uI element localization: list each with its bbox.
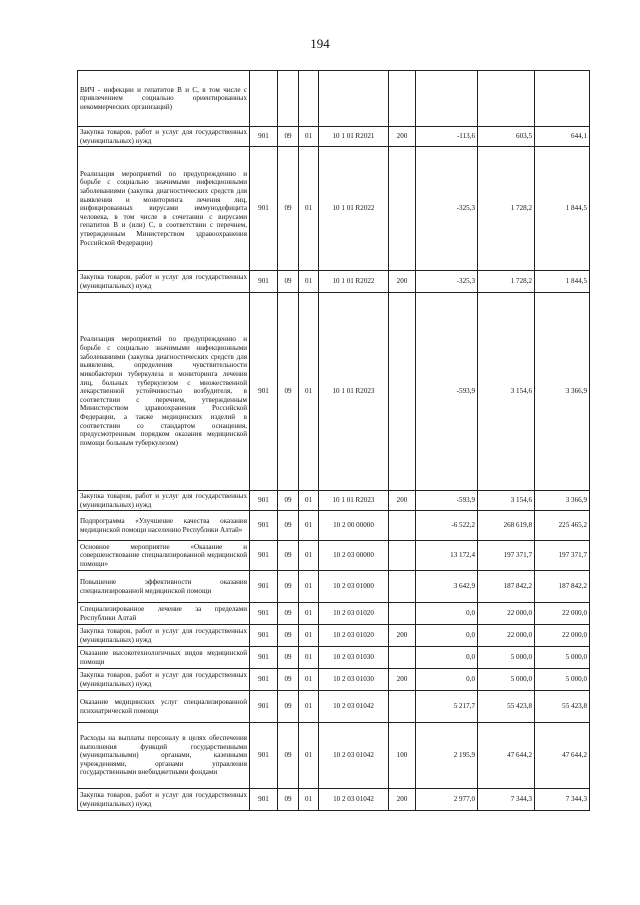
amount-change: -325,3 [416,271,478,293]
ministry-code: 901 [250,127,278,147]
row-description: Закупка товаров, работ и услуг для государственных (муниципальных) нужд [78,669,250,691]
subsection-code: 01 [299,147,319,271]
target-article-code: 10 2 03 01000 [319,571,389,603]
expense-type-code [389,511,416,541]
row-description: Закупка товаров, работ и услуг для государственных (муниципальных) нужд [78,127,250,147]
table-row [78,603,590,625]
subsection-code: 01 [299,691,319,723]
expense-type-code [389,293,416,491]
amount-change: 0,0 [416,669,478,691]
target-article-code: 10 2 03 00000 [319,541,389,571]
amount-change: 0,0 [416,647,478,669]
section-code: 09 [278,147,299,271]
amount-year-2: 225 465,2 [535,511,590,541]
row-description: Оказание медицинских услуг специализированной психиатрической помощи [78,691,250,723]
amount-year-1: 603,5 [478,127,535,147]
table-row [78,541,590,571]
expense-type-code [389,71,416,127]
expense-type-code [389,691,416,723]
row-description: Закупка товаров, работ и услуг для государственных (муниципальных) нужд [78,271,250,293]
expense-type-code [389,541,416,571]
row-description: Подпрограмма «Улучшение качества оказания медицинской помощи населению Республики Алтай» [78,511,250,541]
section-code: 09 [278,691,299,723]
ministry-code: 901 [250,271,278,293]
amount-year-1: 3 154,6 [478,491,535,511]
table-row [78,127,590,147]
amount-change: 13 172,4 [416,541,478,571]
subsection-code: 01 [299,647,319,669]
section-code: 09 [278,669,299,691]
amount-change: -593,9 [416,293,478,491]
section-code: 09 [278,571,299,603]
ministry-code: 901 [250,293,278,491]
amount-year-2: 5 000,0 [535,669,590,691]
amount-year-1: 47 644,2 [478,723,535,789]
row-description: Закупка товаров, работ и услуг для государственных (муниципальных) нужд [78,789,250,811]
row-description: Основное мероприятие «Оказание и совершенствование специализированной медицинской помощи» [78,541,250,571]
amount-change: -325,3 [416,147,478,271]
table-row [78,293,590,491]
amount-year-1: 55 423,8 [478,691,535,723]
amount-change: -113,6 [416,127,478,147]
amount-year-1: 22 000,0 [478,625,535,647]
ministry-code: 901 [250,691,278,723]
target-article-code: 10 2 03 01042 [319,789,389,811]
target-article-code: 10 2 03 01030 [319,669,389,691]
amount-year-2: 197 371,7 [535,541,590,571]
amount-year-2: 22 000,0 [535,603,590,625]
table-row [78,691,590,723]
row-description: Закупка товаров, работ и услуг для государственных (муниципальных) нужд [78,491,250,511]
amount-change: 5 217,7 [416,691,478,723]
subsection-code: 01 [299,541,319,571]
amount-year-2: 3 366,9 [535,293,590,491]
amount-year-1: 5 000,0 [478,647,535,669]
amount-change: 3 642,9 [416,571,478,603]
section-code: 09 [278,127,299,147]
subsection-code: 01 [299,789,319,811]
section-code: 09 [278,293,299,491]
subsection-code: 01 [299,491,319,511]
section-code: 09 [278,271,299,293]
target-article-code: 10 2 03 01042 [319,691,389,723]
target-article-code: 10 1 01 R2021 [319,127,389,147]
subsection-code: 01 [299,571,319,603]
budget-table [77,70,590,811]
section-code: 09 [278,789,299,811]
expense-type-code [389,147,416,271]
ministry-code: 901 [250,147,278,271]
subsection-code: 01 [299,127,319,147]
ministry-code: 901 [250,723,278,789]
row-description: Закупка товаров, работ и услуг для государственных (муниципальных) нужд [78,625,250,647]
subsection-code: 01 [299,669,319,691]
section-code: 09 [278,491,299,511]
table-row [78,71,590,127]
section-code [278,71,299,127]
ministry-code: 901 [250,571,278,603]
amount-year-2: 55 423,8 [535,691,590,723]
table-row [78,647,590,669]
target-article-code [319,71,389,127]
row-description: Специализированное лечение за пределами Республики Алтай [78,603,250,625]
amount-year-1 [478,71,535,127]
section-code: 09 [278,603,299,625]
amount-year-1: 1 728,2 [478,147,535,271]
row-description: ВИЧ - инфекции и гепатитов В и С, в том числе с привлечением социально ориентированных некоммерческих организаций) [78,71,250,127]
expense-type-code: 200 [389,491,416,511]
subsection-code: 01 [299,293,319,491]
target-article-code: 10 2 03 01030 [319,647,389,669]
target-article-code: 10 1 01 R2023 [319,491,389,511]
row-description: Оказание высокотехнологичных видов медицинской помощи [78,647,250,669]
ministry-code: 901 [250,647,278,669]
amount-change: 2 977,0 [416,789,478,811]
target-article-code: 10 2 03 01020 [319,625,389,647]
table-row [78,669,590,691]
table-row [78,723,590,789]
amount-change: -6 522,2 [416,511,478,541]
target-article-code: 10 1 01 R2022 [319,271,389,293]
subsection-code: 01 [299,723,319,789]
ministry-code: 901 [250,511,278,541]
amount-year-2: 47 644,2 [535,723,590,789]
section-code: 09 [278,647,299,669]
ministry-code: 901 [250,669,278,691]
table-row [78,571,590,603]
table-row [78,147,590,271]
table-row [78,271,590,293]
section-code: 09 [278,625,299,647]
expense-type-code: 100 [389,723,416,789]
subsection-code: 01 [299,511,319,541]
table-row [78,491,590,511]
row-description: Повышение эффективности оказания специализированной медицинской помощи [78,571,250,603]
amount-year-2: 187 842,2 [535,571,590,603]
budget-table-body [78,71,590,811]
amount-year-1: 197 371,7 [478,541,535,571]
row-description: Реализация мероприятий по предупреждению и борьбе с социально значимыми инфекционными заболеваниями (закупка диагностических средств для выявления, определения чувствительности микобактерии туберкулеза и мониторинга лечения лиц, больных туберкулезом с множественной лекарственной устойчивостью возбудителя, в соответствии с перечнем, утвержденным Министерством здравоохранения Российской Федерации, а также медицинских изделий в соответствии со стандартом оснащения, предусмотренным порядком оказания медицинской помощи больным туберкулезом) [78,293,250,491]
expense-type-code [389,647,416,669]
subsection-code: 01 [299,625,319,647]
section-code: 09 [278,541,299,571]
target-article-code: 10 1 01 R2022 [319,147,389,271]
subsection-code: 01 [299,603,319,625]
table-row [78,789,590,811]
amount-year-1: 187 842,2 [478,571,535,603]
table-row [78,625,590,647]
ministry-code [250,71,278,127]
row-description: Реализация мероприятий по предупреждению и борьбе с социально значимыми инфекционными заболеваниями (закупка диагностических средств для выявления и мониторинга лечения лиц, инфицированных вирусами иммунодефицита человека, в том числе в сочетании с вирусами гепатитов В и (или) С, в соответствии с перечнем, утвержденным Министерством здравоохранения Российской Федерации) [78,147,250,271]
ministry-code: 901 [250,541,278,571]
target-article-code: 10 1 01 R2023 [319,293,389,491]
expense-type-code: 200 [389,669,416,691]
row-description: Расходы на выплаты персоналу в целях обеспечения выполнения функций государственными (муниципальными) органами, казенными учреждениями, органами управления государственными внебюджетными фондами [78,723,250,789]
amount-change: 0,0 [416,603,478,625]
amount-year-1: 5 000,0 [478,669,535,691]
table-row [78,511,590,541]
amount-change [416,71,478,127]
ministry-code: 901 [250,491,278,511]
amount-year-2: 22 000,0 [535,625,590,647]
amount-change: -593,9 [416,491,478,511]
expense-type-code: 200 [389,127,416,147]
amount-year-2: 7 344,3 [535,789,590,811]
target-article-code: 10 2 00 00000 [319,511,389,541]
amount-year-2: 1 844,5 [535,147,590,271]
amount-year-1: 1 728,2 [478,271,535,293]
amount-year-2: 1 844,5 [535,271,590,293]
page-number: 194 [310,36,330,51]
amount-change: 0,0 [416,625,478,647]
target-article-code: 10 2 03 01020 [319,603,389,625]
subsection-code [299,71,319,127]
subsection-code: 01 [299,271,319,293]
amount-year-1: 7 344,3 [478,789,535,811]
expense-type-code: 200 [389,789,416,811]
section-code: 09 [278,723,299,789]
amount-year-2: 644,1 [535,127,590,147]
amount-change: 2 195,9 [416,723,478,789]
expense-type-code [389,571,416,603]
amount-year-2: 3 366,9 [535,491,590,511]
amount-year-1: 268 619,8 [478,511,535,541]
amount-year-1: 22 000,0 [478,603,535,625]
amount-year-2: 5 000,0 [535,647,590,669]
section-code: 09 [278,511,299,541]
amount-year-2 [535,71,590,127]
ministry-code: 901 [250,789,278,811]
ministry-code: 901 [250,625,278,647]
expense-type-code: 200 [389,625,416,647]
target-article-code: 10 2 03 01042 [319,723,389,789]
ministry-code: 901 [250,603,278,625]
expense-type-code: 200 [389,271,416,293]
expense-type-code [389,603,416,625]
amount-year-1: 3 154,6 [478,293,535,491]
